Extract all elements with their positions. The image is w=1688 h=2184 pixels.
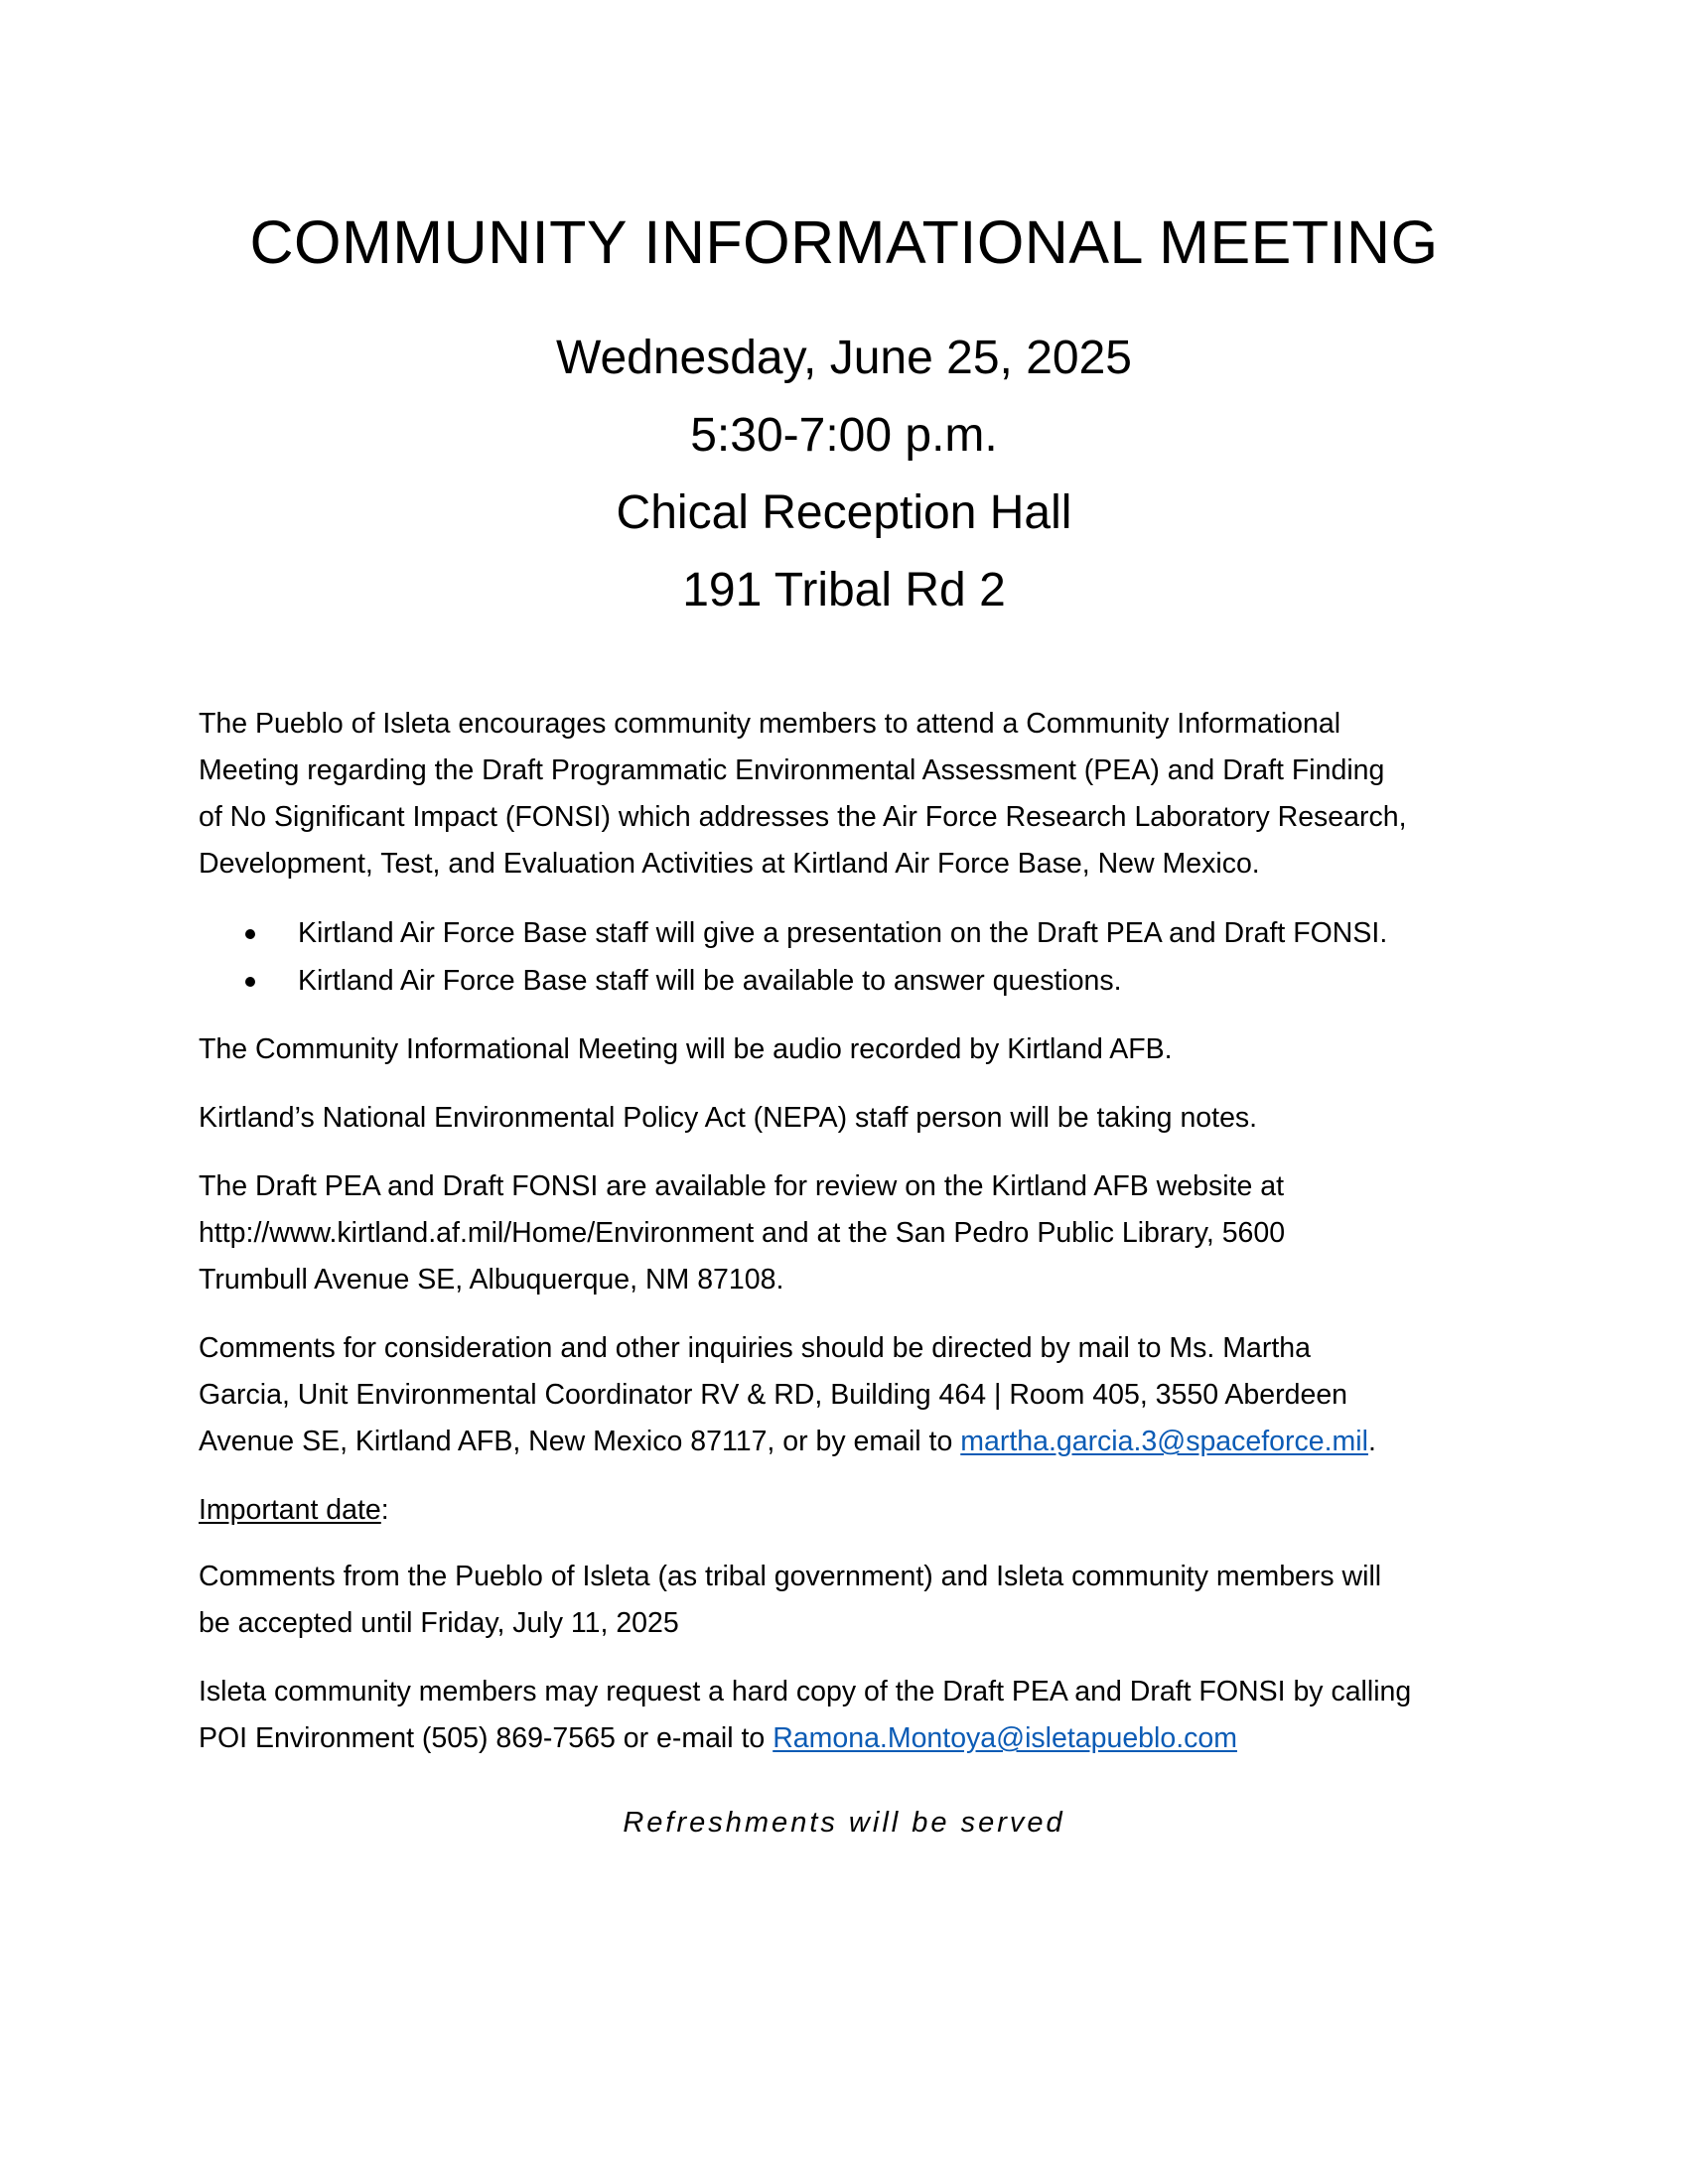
hardcopy-line-2-text: POI Environment (505) 869-7565 or e-mail to <box>199 1722 774 1754</box>
event-address: 191 Tribal Rd 2 <box>682 564 1006 616</box>
important-date-label: Important date <box>199 1494 381 1526</box>
bullet-text: Kirtland Air Force Base staff will give a presentation on the Draft PEA and Draft FONSI. <box>298 917 1388 949</box>
event-date: Wednesday, June 25, 2025 <box>556 332 1132 384</box>
comments-paragraph <box>199 1325 1519 1465</box>
important-date-colon: : <box>380 1494 389 1526</box>
event-details <box>0 320 1688 629</box>
comments-line-3-text: Avenue SE, Kirtland AFB, New Mexico 87117, or by email to <box>199 1426 961 1457</box>
list-item <box>199 957 1519 1005</box>
intro-paragraph <box>199 701 1519 887</box>
recorded-note: The Community Informational Meeting will be audio recorded by Kirtland AFB. <box>199 1033 1173 1065</box>
event-venue: Chical Reception Hall <box>616 486 1072 539</box>
refreshments-note: Refreshments will be served <box>623 1807 1065 1839</box>
important-date-heading <box>199 1487 1519 1534</box>
review-line-1: The Draft PEA and Draft FONSI are available for review on the Kirtland AFB website at <box>199 1170 1285 1202</box>
comments-line-3-period: . <box>1367 1426 1376 1457</box>
intro-line-2: Meeting regarding the Draft Programmatic Environmental Assessment (PEA) and Draft Finding <box>199 754 1385 786</box>
nepa-note: Kirtland’s National Environmental Policy Act (NEPA) staff person will be taking notes. <box>199 1102 1258 1134</box>
comments-line-1: Comments for consideration and other inquiries should be directed by mail to Ms. Martha <box>199 1332 1311 1364</box>
event-time: 5:30-7:00 p.m. <box>690 409 998 462</box>
hardcopy-line-2 <box>199 1715 1519 1762</box>
bullet-text: Kirtland Air Force Base staff will be available to answer questions. <box>298 965 1122 997</box>
bullet-icon <box>245 977 255 987</box>
intro-line-3: of No Significant Impact (FONSI) which addresses the Air Force Research Laboratory Research, <box>199 801 1407 833</box>
bullet-icon <box>245 929 255 939</box>
montoya-email-link[interactable]: Ramona.Montoya@isletapueblo.com <box>773 1722 1237 1754</box>
comments-line-3 <box>199 1419 1519 1465</box>
review-line-3: Trumbull Avenue SE, Albuquerque, NM 87108. <box>199 1264 784 1296</box>
intro-line-1: The Pueblo of Isleta encourages community members to attend a Community Informational <box>199 708 1341 740</box>
garcia-email-link[interactable]: martha.garcia.3@spaceforce.mil <box>960 1426 1368 1457</box>
list-item <box>199 909 1519 957</box>
page-title: COMMUNITY INFORMATIONAL MEETING <box>249 208 1439 276</box>
comments-line-2: Garcia, Unit Environmental Coordinator RV & RD, Building 464 | Room 405, 3550 Aberdeen <box>199 1379 1348 1411</box>
review-line-2: http://www.kirtland.af.mil/Home/Environment and at the San Pedro Public Library, 5600 <box>199 1217 1286 1249</box>
deadline-line-2: be accepted until Friday, July 11, 2025 <box>199 1607 679 1639</box>
intro-line-4: Development, Test, and Evaluation Activities at Kirtland Air Force Base, New Mexico. <box>199 848 1260 880</box>
bullet-list <box>199 909 1519 1005</box>
deadline-line-1: Comments from the Pueblo of Isleta (as tribal government) and Isleta community members will <box>199 1561 1382 1592</box>
hardcopy-line-1: Isleta community members may request a hard copy of the Draft PEA and Draft FONSI by calling <box>199 1676 1412 1707</box>
deadline-paragraph <box>199 1554 1519 1647</box>
body-text <box>199 701 1519 1784</box>
hardcopy-paragraph <box>199 1669 1519 1762</box>
review-paragraph <box>199 1163 1519 1303</box>
